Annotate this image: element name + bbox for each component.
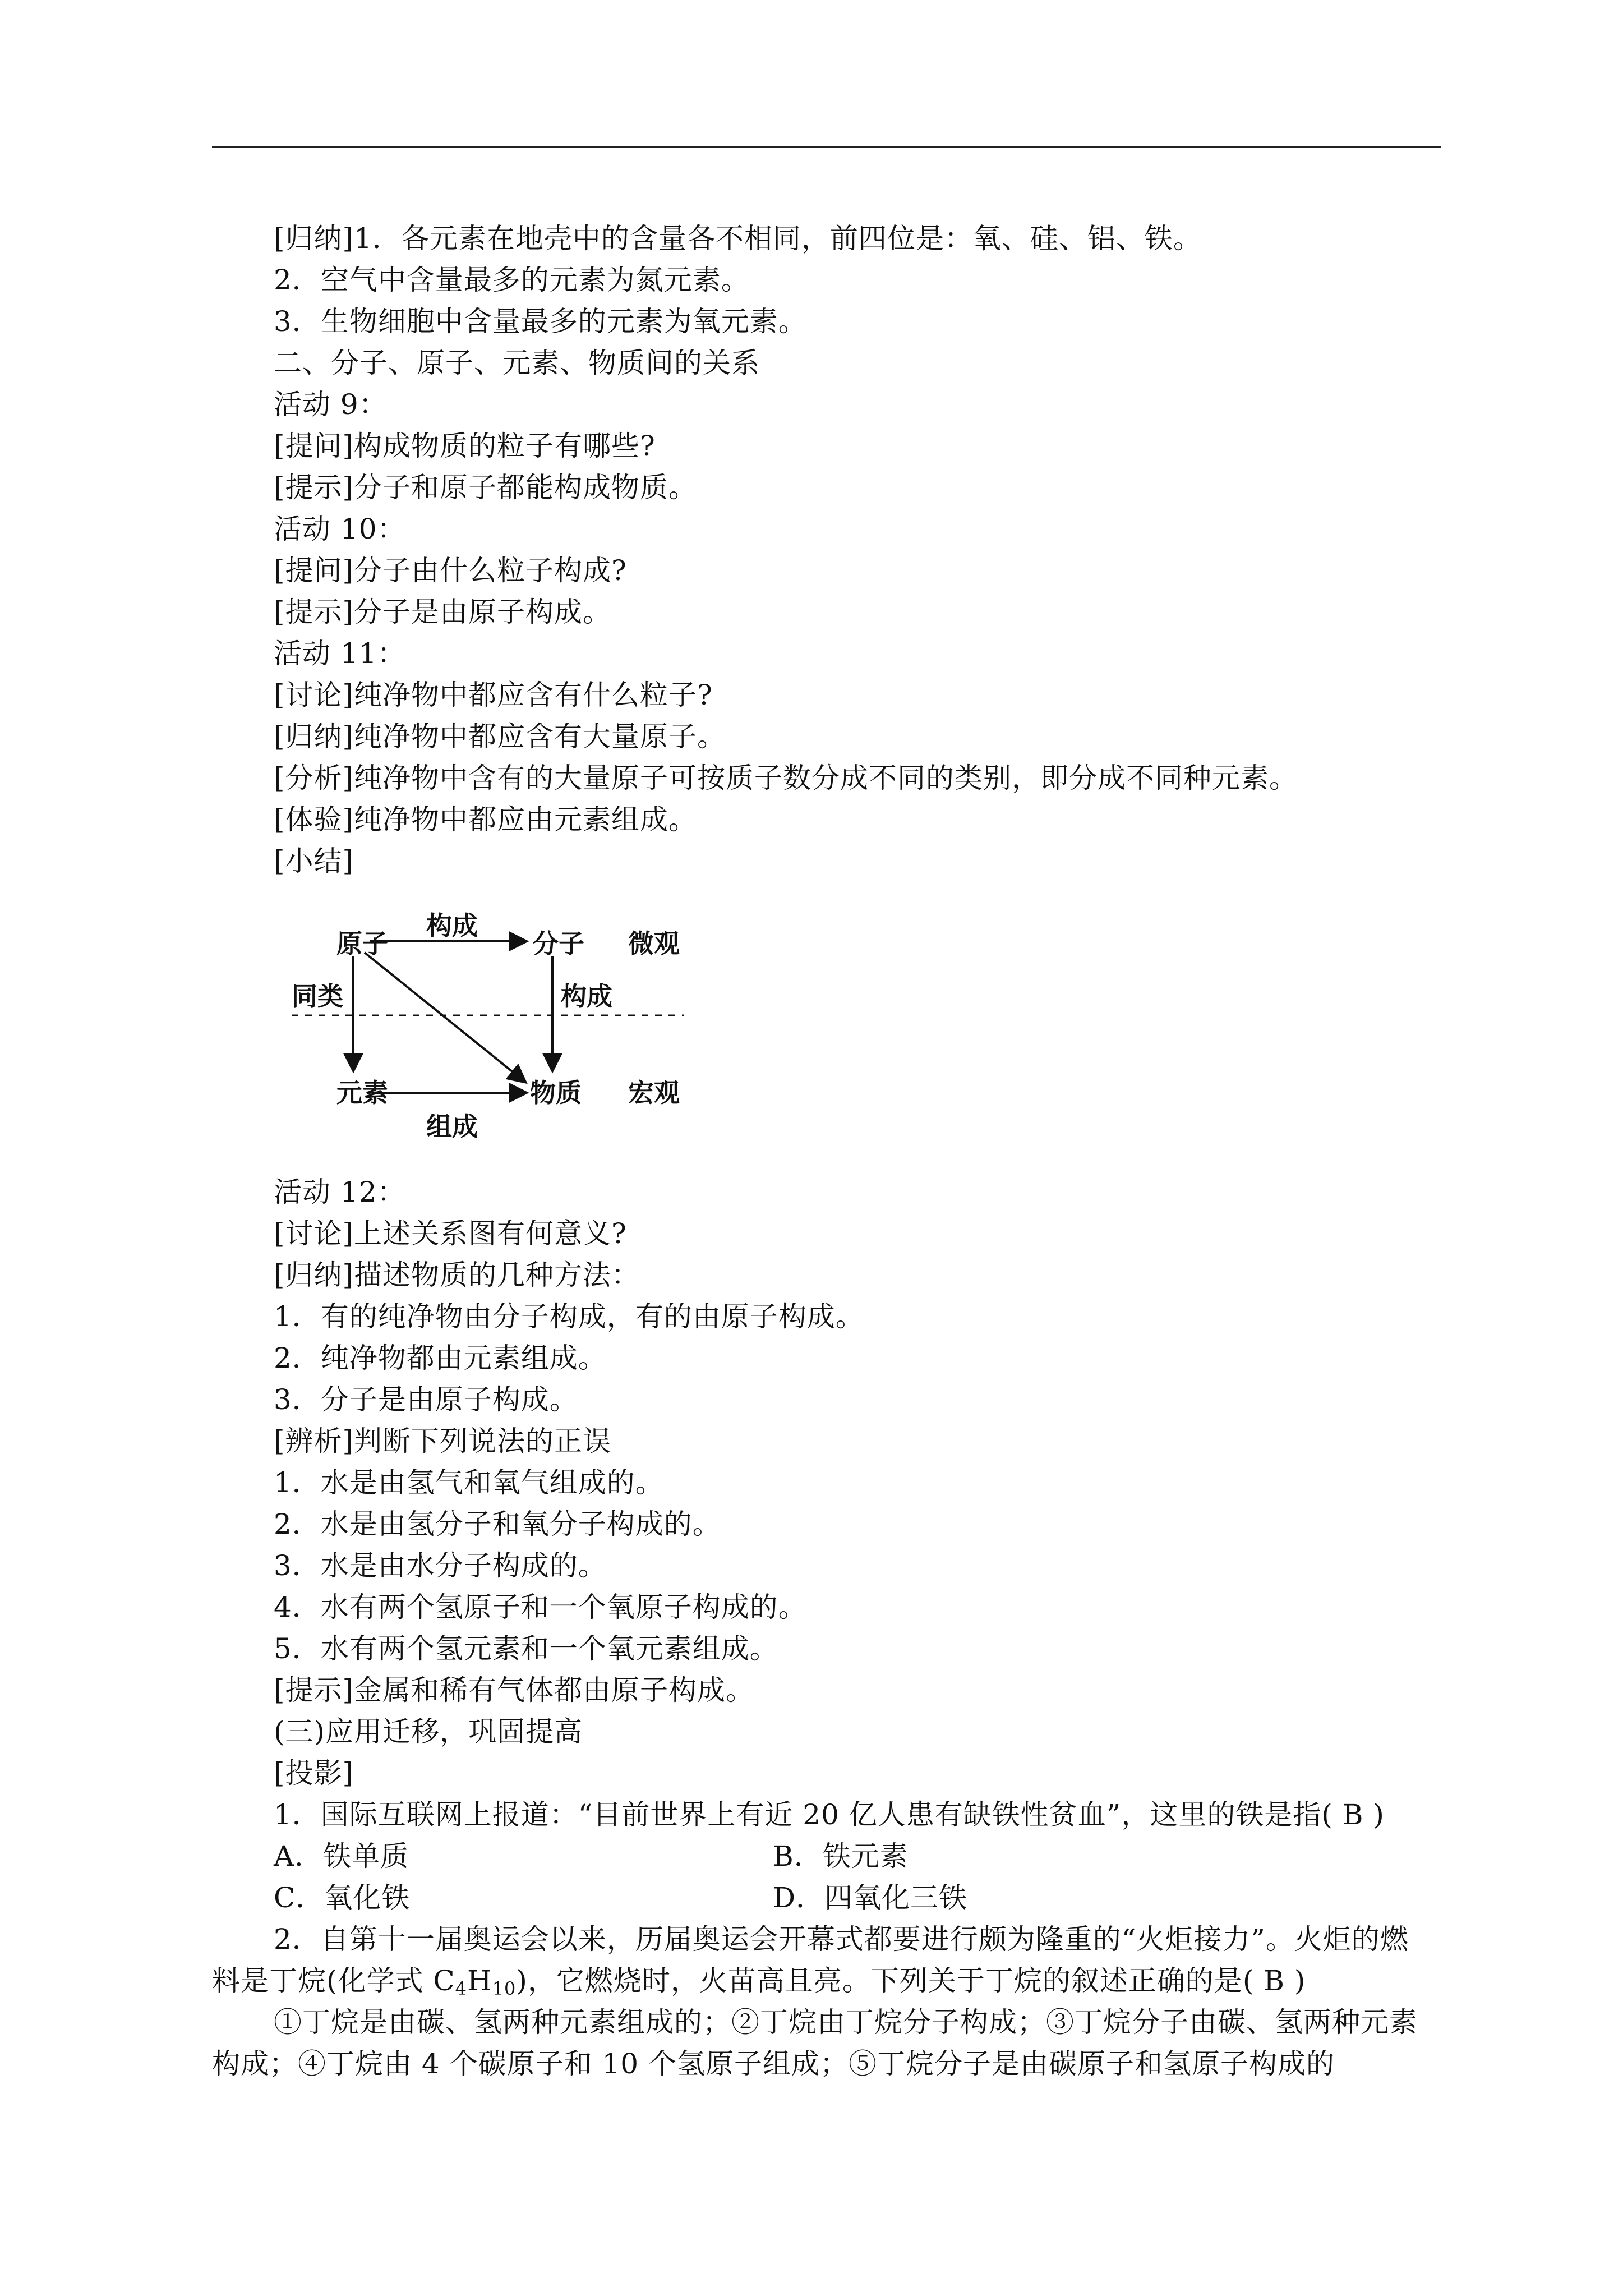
- question-1-option-b: B．铁元素: [773, 1840, 909, 1872]
- text-line: [体验]纯净物中都应由元素组成。: [274, 803, 698, 836]
- text-line: [归纳]描述物质的几种方法：: [274, 1259, 640, 1291]
- activity-label: 活动 10：: [274, 513, 406, 545]
- question-1-stem: 1．国际互联网上报道：“目前世界上有近 20 亿人患有缺铁性贫血”，这里的铁是指( B ): [274, 1798, 1385, 1831]
- section-heading: 二、分子、原子、元素、物质间的关系: [274, 347, 760, 379]
- question-2-line-3: ①丁烷是由碳、氢两种元素组成的；②丁烷由丁烷分子构成；③丁烷分子由碳、氢两种元素: [274, 2006, 1418, 2039]
- text-line: [讨论]纯净物中都应含有什么粒子?: [274, 679, 713, 711]
- question-2-line-2: 料是丁烷(化学式 $C_4H_{10}$)，它燃烧时，火苗高且亮。下列关于丁烷的叙述正确的是( B ): [212, 1964, 1306, 1999]
- label-compose: 组成: [426, 1111, 478, 1140]
- subscript: 4: [455, 1978, 468, 1999]
- question-2-line-1: 2．自第十一届奥运会以来，历届奥运会开幕式都要进行颇为隆重的“火炬接力”。火炬的燃: [274, 1923, 1409, 1955]
- text-line: 1．有的纯净物由分子构成，有的由原子构成。: [274, 1300, 864, 1333]
- relationship-diagram-svg: [292, 904, 695, 1140]
- arrow-atom-to-substance: [365, 953, 526, 1083]
- section-heading: (三)应用迁移，巩固提高: [274, 1715, 583, 1748]
- text-line: 3．水是由水分子构成的。: [274, 1549, 607, 1582]
- activity-label: 活动 12：: [274, 1176, 406, 1208]
- question-1-option-d: D．四氧化三铁: [773, 1881, 968, 1914]
- text-line: [提示]分子和原子都能构成物质。: [274, 471, 698, 504]
- text-line: 5．水有两个氢元素和一个氧元素组成。: [274, 1632, 778, 1665]
- label-same-kind: 同类: [292, 981, 343, 1011]
- text-line: [提问]构成物质的粒子有哪些?: [274, 430, 656, 462]
- text-line: 3．生物细胞中含量最多的元素为氧元素。: [274, 305, 807, 338]
- header-rule: [212, 146, 1441, 148]
- question-1-option-c: C．氧化铁: [274, 1881, 411, 1914]
- subscript: 10: [492, 1978, 517, 1999]
- text-line: [归纳]纯净物中都应含有大量原子。: [274, 720, 726, 753]
- relationship-diagram: [292, 904, 695, 1140]
- text-line: 2．水是由氢分子和氧分子构成的。: [274, 1508, 721, 1540]
- text-line: 2．空气中含量最多的元素为氮元素。: [274, 264, 750, 296]
- summary-label: [小结]: [274, 845, 354, 877]
- node-substance: 物质: [530, 1078, 582, 1108]
- node-element: 元素: [336, 1078, 388, 1108]
- text-line: 2．纯净物都由元素组成。: [274, 1342, 607, 1374]
- question-1-option-a: A．铁单质: [274, 1840, 409, 1872]
- label-micro: 微观: [628, 928, 680, 959]
- activity-label: 活动 11：: [274, 637, 406, 670]
- text-line: [分析]纯净物中含有的大量原子可按质子数分成不同的类别，即分成不同种元素。: [274, 762, 1298, 794]
- text-line: 1．水是由氢气和氧气组成的。: [274, 1466, 664, 1499]
- activity-label: 活动 9：: [274, 388, 388, 421]
- text-line: [提示]分子是由原子构成。: [274, 596, 612, 628]
- text-line: 4．水有两个氢原子和一个氧原子构成的。: [274, 1591, 807, 1623]
- question-2-line-4: 构成；④丁烷由 4 个碳原子和 10 个氢原子组成；⑤丁烷分子是由碳原子和氢原子构成的: [212, 2047, 1335, 2080]
- label-constitute-right: 构成: [561, 981, 612, 1011]
- node-atom: 原子: [336, 928, 388, 959]
- label-constitute-top: 构成: [426, 910, 478, 941]
- label-macro: 宏观: [628, 1078, 680, 1108]
- text-line: 3．分子是由原子构成。: [274, 1383, 578, 1416]
- text-line: [提问]分子由什么粒子构成?: [274, 554, 627, 587]
- text-line: [讨论]上述关系图有何意义?: [274, 1217, 627, 1250]
- text-line: [辨析]判断下列说法的正误: [274, 1425, 612, 1457]
- text-line: [归纳]1．各元素在地壳中的含量各不相同，前四位是：氧、硅、铝、铁。: [274, 222, 1202, 255]
- node-molecule: 分子: [533, 928, 584, 959]
- text-line: [提示]金属和稀有气体都由原子构成。: [274, 1674, 755, 1706]
- projection-label: [投影]: [274, 1757, 354, 1789]
